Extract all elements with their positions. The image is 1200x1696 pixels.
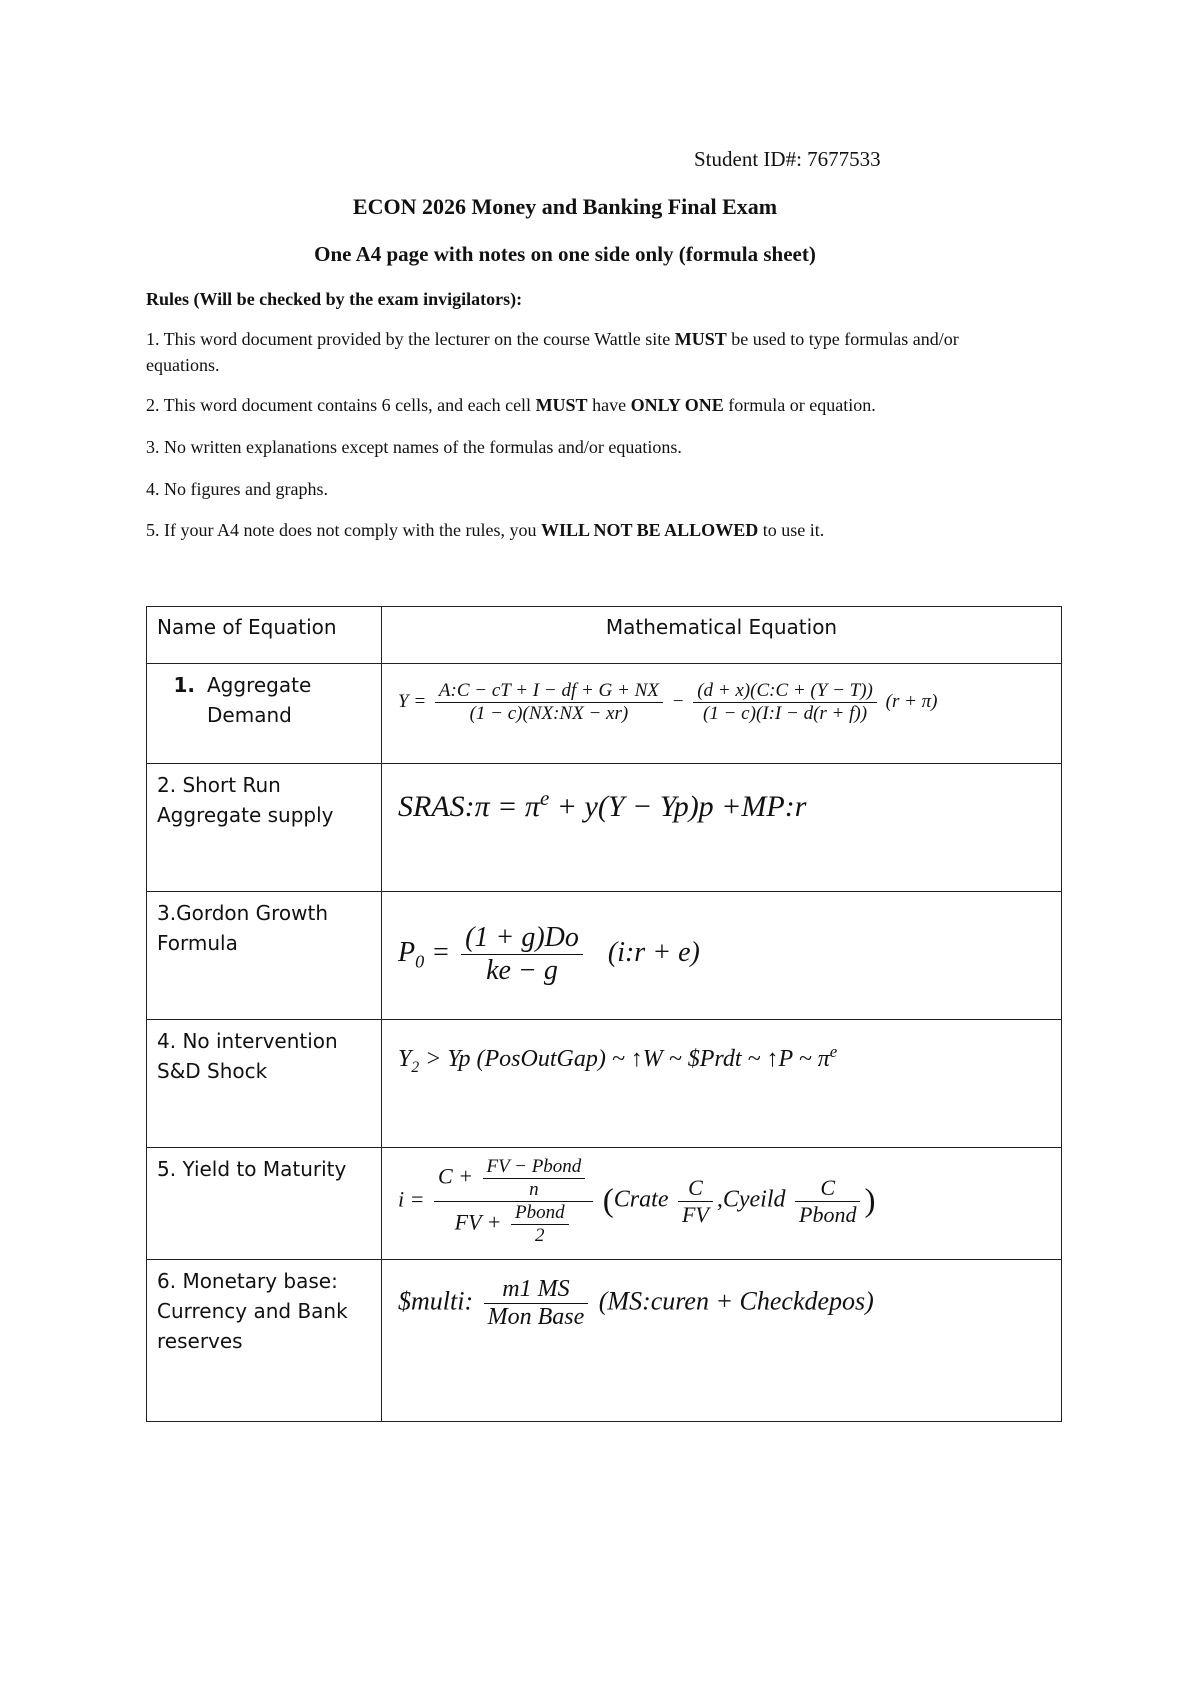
formula-lhs: i =: [398, 1186, 425, 1212]
name-line: reserves: [157, 1329, 243, 1353]
formula-tail: (r + π): [885, 690, 938, 712]
formula-tail: (MS:curen + Checkdepos): [598, 1286, 874, 1316]
aggregate-demand-formula: [398, 680, 1045, 725]
denominator: Mon Base: [487, 1304, 585, 1330]
numerator: Pbond: [511, 1202, 569, 1225]
name-line: Currency and Bank: [157, 1299, 348, 1323]
name-line: 5. Yield to Maturity: [157, 1157, 347, 1181]
rule-emphasis: MUST: [674, 329, 727, 349]
equation-name: [147, 764, 382, 892]
subscript: 0: [415, 951, 425, 972]
name-line: 3.Gordon Growth: [157, 901, 329, 925]
formula-text: SRAS:π = π: [398, 790, 540, 823]
rule-item: [146, 517, 1026, 543]
numerator: C: [678, 1175, 713, 1202]
fraction: [461, 922, 583, 987]
rule-text: to use it.: [758, 520, 825, 540]
operator: =: [424, 936, 451, 968]
formula-text: C +: [437, 1163, 473, 1189]
student-id: Student ID#: 7677533: [694, 147, 881, 171]
gordon-growth-formula: [398, 922, 1045, 987]
denominator: ke − g: [486, 955, 558, 986]
rules-heading: Rules (Will be checked by the exam invigilators):: [146, 289, 523, 309]
fraction: [435, 680, 663, 725]
formula-lhs: P: [398, 936, 416, 968]
equation-name: [147, 1260, 382, 1422]
numerator: FV − Pbond: [483, 1156, 586, 1179]
equation-name: [147, 1148, 382, 1260]
numerator: (d + x)(C:C + (Y − T)): [693, 680, 877, 703]
table-row: [147, 1260, 1062, 1422]
column-header-name: Name of Equation: [147, 607, 382, 664]
denominator: (1 − c)(NX:NX − xr): [469, 703, 629, 724]
formula-text: FV +: [454, 1209, 502, 1235]
name-line: Demand: [207, 703, 292, 727]
close-paren: ): [864, 1183, 876, 1219]
ytm-formula: [398, 1156, 1045, 1247]
rule-text: 3. No written explanations except names of the formulas and/or equations.: [146, 437, 682, 457]
numerator: [434, 1156, 593, 1202]
numerator: A:C − cT + I − df + G + NX: [435, 680, 663, 703]
rule-item: [146, 476, 1026, 502]
name-line: 2. Short Run: [157, 773, 281, 797]
table-header-row: [147, 607, 1062, 664]
rule-text: be used to type formulas and/or equations.: [146, 329, 959, 375]
table-row: [147, 1020, 1062, 1148]
superscript: e: [539, 786, 550, 810]
table-row: [147, 892, 1062, 1020]
formula-lhs: Y =: [398, 690, 427, 712]
formula-text: Crate: [613, 1186, 669, 1213]
formula-text: ,Cyeild: [716, 1186, 786, 1213]
exam-subtitle: One A4 page with notes on one side only (formula sheet): [314, 242, 816, 266]
denominator: FV: [681, 1202, 709, 1227]
denominator: Pbond: [799, 1202, 857, 1227]
table-row: [147, 664, 1062, 764]
equation-formula: [382, 664, 1062, 764]
rule-item: [146, 392, 1026, 418]
fraction: [795, 1175, 860, 1228]
denominator: 2: [535, 1225, 545, 1246]
formula-text: Y: [398, 1046, 412, 1072]
name-line: 6. Monetary base:: [157, 1269, 338, 1293]
equation-formula: [382, 1148, 1062, 1260]
equation-formula: [382, 892, 1062, 1020]
sras-formula: [398, 786, 1045, 824]
name-line: Aggregate supply: [157, 803, 334, 827]
numerator: m1 MS: [484, 1276, 589, 1304]
name-line: Formula: [157, 931, 238, 955]
equation-formula: [382, 1260, 1062, 1422]
numerator: C: [795, 1175, 860, 1202]
rule-text: formula or equation.: [723, 395, 876, 415]
denominator: [434, 1202, 593, 1247]
rule-text: 1. This word document provided by the lecturer on the course Wattle site: [146, 329, 675, 349]
rule-text: 4. No figures and graphs.: [146, 479, 328, 499]
fraction: [434, 1156, 593, 1247]
denominator: (1 − c)(I:I − d(r + f)): [703, 703, 868, 724]
rule-emphasis: ONLY ONE: [630, 395, 724, 415]
row-number: 1.: [173, 673, 195, 697]
equation-name: [147, 1020, 382, 1148]
formula-tail: (i:r + e): [607, 936, 700, 968]
equation-formula: [382, 764, 1062, 892]
shock-formula: [398, 1042, 1045, 1077]
equation-name: [147, 664, 382, 764]
denominator: n: [529, 1179, 539, 1200]
fraction: [511, 1202, 569, 1247]
money-multiplier-formula: [398, 1276, 1045, 1331]
subscript: 2: [411, 1058, 420, 1076]
rule-emphasis: MUST: [535, 395, 588, 415]
rule-text: 5. If your A4 note does not comply with the rules, you: [146, 520, 541, 540]
fraction: [484, 1276, 589, 1331]
table-row: [147, 764, 1062, 892]
equation-formula: [382, 1020, 1062, 1148]
column-header-equation: Mathematical Equation: [382, 607, 1062, 664]
table-row: [147, 1148, 1062, 1260]
rule-item: [146, 326, 1026, 378]
rule-text: 2. This word document contains 6 cells, and each cell: [146, 395, 536, 415]
name-line: Aggregate: [207, 673, 312, 697]
rule-emphasis: WILL NOT BE ALLOWED: [540, 520, 759, 540]
name-line: S&D Shock: [157, 1059, 268, 1083]
formula-lhs: $multi:: [398, 1286, 474, 1316]
name-line: 4. No intervention: [157, 1029, 338, 1053]
rule-item: [146, 434, 1026, 460]
exam-title: ECON 2026 Money and Banking Final Exam: [352, 194, 778, 219]
superscript: e: [829, 1042, 838, 1061]
equation-table: [146, 606, 1062, 1422]
equation-name: [147, 892, 382, 1020]
fraction: [678, 1175, 713, 1228]
numerator: (1 + g)Do: [461, 922, 583, 955]
operator: −: [671, 690, 685, 712]
formula-text: + y(Y − Yp)p +MP:r: [549, 790, 807, 823]
fraction: [483, 1156, 586, 1201]
formula-text: > Yp (PosOutGap) ~ ↑W ~ $Prdt ~ ↑P ~ π: [419, 1046, 830, 1072]
rule-text: have: [587, 395, 631, 415]
fraction: [693, 680, 877, 725]
open-paren: (: [602, 1183, 614, 1219]
